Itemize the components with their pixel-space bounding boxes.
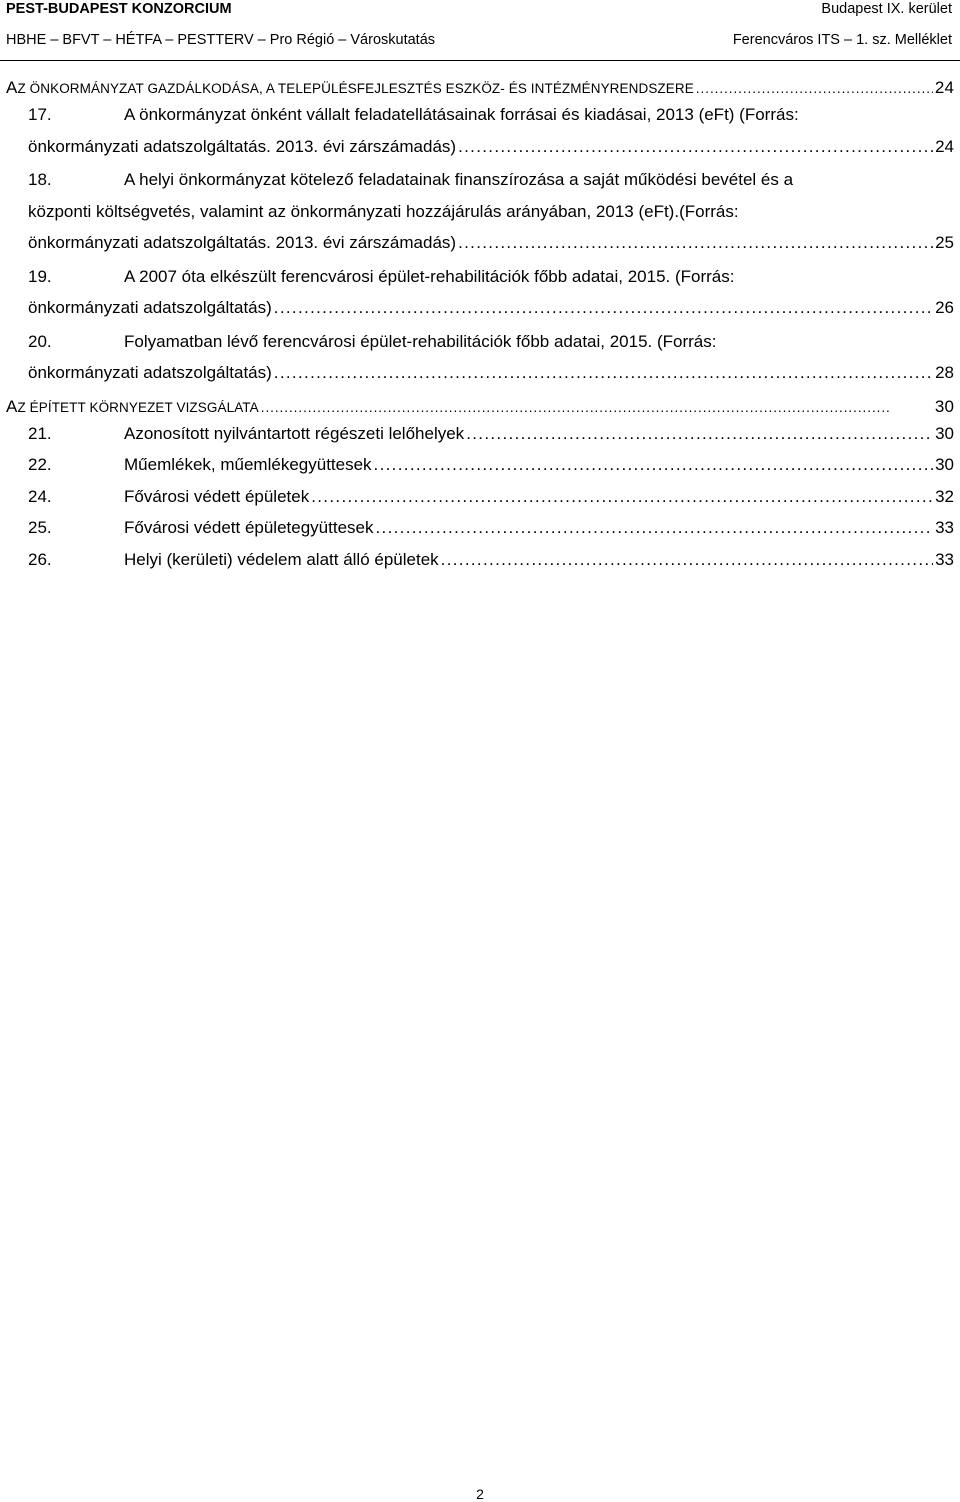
toc-page-number: 24 — [935, 136, 954, 156]
district-name: Budapest IX. kerület — [821, 1, 952, 17]
toc-page-number: 30 — [934, 396, 954, 416]
header-rule — [0, 60, 960, 61]
toc-entry-text: önkormányzati adatszolgáltatás) — [28, 298, 272, 317]
toc-entry-number: 25. — [28, 518, 52, 537]
toc-page-number: 30 — [935, 455, 954, 474]
toc-entry-19[interactable] — [28, 267, 954, 330]
page-number: 2 — [476, 1486, 484, 1502]
toc-leader — [458, 233, 933, 253]
toc-entry-20[interactable] — [28, 332, 954, 395]
toc-entry-21[interactable] — [28, 424, 954, 456]
toc-entry-number: 26. — [28, 549, 52, 569]
toc-leader — [696, 81, 933, 96]
toc-entry-text: A 2007 óta elkészült ferencvárosi épület-rehabilitációk főbb adatai, 2015. (Forrás: — [124, 266, 735, 286]
toc-entry-26[interactable] — [28, 550, 954, 582]
toc-entry-22[interactable] — [28, 455, 954, 487]
toc-entry-text: Műemlékek, műemlékegyüttesek — [124, 455, 372, 474]
toc-section-title: AZ ÖNKORMÁNYZAT GAZDÁLKODÁSA, A TELEPÜLÉSFEJLESZTÉS ESZKÖZ- ÉS INTÉZMÉNYRENDSZERE — [6, 78, 694, 97]
document-title: Ferencváros ITS – 1. sz. Melléklet — [732, 32, 952, 48]
toc-entry-text: Fővárosi védett épületegyüttesek — [124, 518, 374, 537]
toc-entry-text: A helyi önkormányzat kötelező feladatainak finanszírozása a saját működési bevétel és a — [124, 170, 794, 189]
toc-page-number: 26 — [935, 298, 954, 317]
toc-entry-text: Helyi (kerületi) védelem alatt álló épületek — [124, 549, 439, 569]
toc-entry-number: 21. — [28, 423, 52, 443]
toc-entry-text: önkormányzati adatszolgáltatás) — [28, 363, 272, 382]
toc-page-number: 33 — [935, 518, 954, 537]
toc-entry-number: 17. — [28, 105, 52, 124]
toc-entry-number: 19. — [28, 266, 52, 286]
toc-entry-number: 22. — [28, 455, 52, 474]
toc-page-number: 30 — [935, 423, 954, 443]
toc-leader — [274, 363, 933, 383]
toc-page-number: 33 — [935, 549, 954, 569]
toc-page-number: 32 — [935, 486, 954, 506]
toc-page-number: 28 — [935, 363, 954, 382]
toc-page-number: 25 — [935, 233, 954, 252]
toc-leader — [458, 137, 933, 157]
toc-section-finance[interactable] — [6, 78, 954, 103]
toc-entry-17[interactable] — [28, 105, 954, 168]
toc-entry-text: önkormányzati adatszolgáltatás. 2013. évi zárszámadás) — [28, 233, 457, 252]
toc-leader — [311, 487, 933, 507]
toc-entry-text: Folyamatban lévő ferencvárosi épület-rehabilitációk főbb adatai, 2015. (Forrás: — [124, 331, 717, 351]
toc-leader — [375, 518, 933, 538]
toc-leader — [261, 400, 933, 415]
toc-leader — [466, 424, 933, 444]
toc-entry-text: A önkormányzat önként vállalt feladatellátásainak forrásai és kiadásai, 2013 (eFt) (Forrás: — [124, 105, 799, 124]
toc-leader — [374, 455, 934, 475]
toc-entry-number: 18. — [28, 170, 52, 189]
toc-entry-25[interactable] — [28, 518, 954, 550]
table-of-contents — [6, 76, 954, 581]
toc-page-number: 24 — [934, 78, 954, 97]
toc-entry-number: 20. — [28, 331, 52, 351]
consortium-members: HBHE – BFVT – HÉTFA – PESTTERV – Pro Régió – Városkutatás — [6, 32, 436, 48]
toc-entry-24[interactable] — [28, 487, 954, 519]
toc-entry-number: 24. — [28, 486, 52, 506]
toc-section-built-environment[interactable] — [6, 397, 954, 422]
toc-section-title: AZ ÉPÍTETT KÖRNYEZET VIZSGÁLATA — [6, 396, 259, 416]
toc-entry-text: központi költségvetés, valamint az önkormányzati hozzájárulás arányában, 2013 (eFt).(Forrás: — [28, 201, 739, 221]
toc-leader — [274, 298, 933, 318]
toc-entry-18[interactable] — [28, 170, 954, 265]
toc-entry-text: Azonosított nyilvántartott régészeti lelőhelyek — [124, 423, 465, 443]
consortium-name: PEST-BUDAPEST KONZORCIUM — [6, 1, 232, 17]
toc-entry-text: önkormányzati adatszolgáltatás. 2013. évi zárszámadás) — [28, 136, 457, 156]
toc-leader — [441, 550, 933, 570]
toc-entry-text: Fővárosi védett épületek — [124, 486, 310, 506]
